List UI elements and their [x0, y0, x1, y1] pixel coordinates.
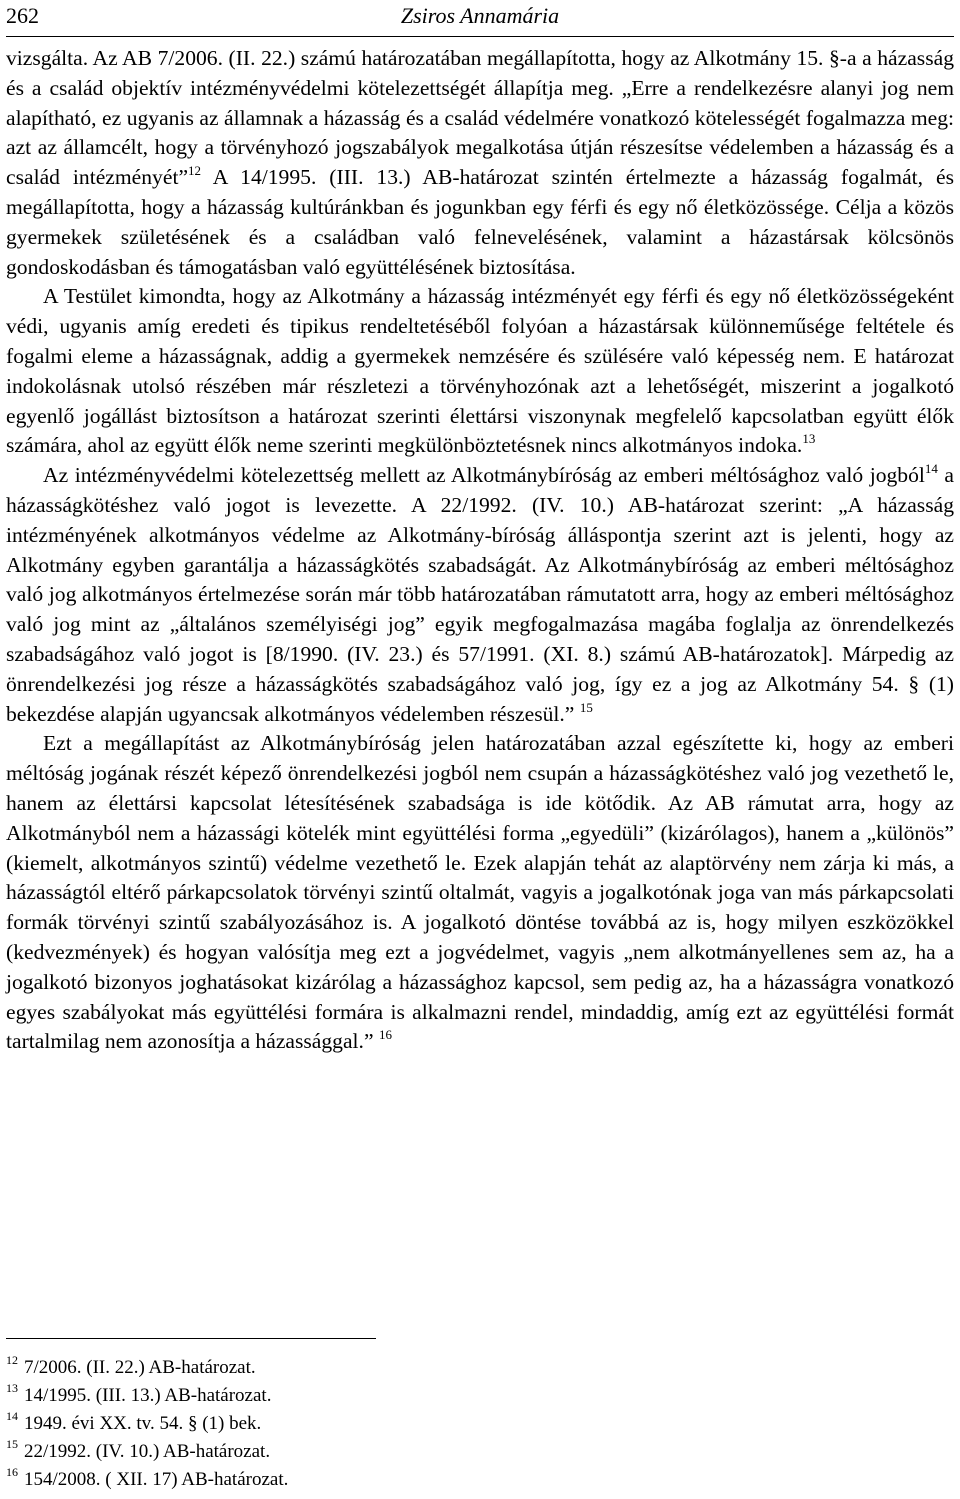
running-header — [6, 0, 954, 36]
paragraph-1-text-b: A 14/1995. (III. 13.) AB-határozat szintén értelmezte a házasság fogalmát, és megállapította, hogy a házasság kultúránkban és jogunkban egy férfi és egy nő életközössége. Célja a közös gyermekek születésének és a családban való felnevelésének, valamint a házastársak kölcsönös gondoskodásban és támogatásban való együttélésének biztosítása. — [6, 165, 954, 279]
paragraph-2 — [6, 282, 954, 461]
paragraph-3-text-a: Az intézményvédelmi kötelezettség mellett az Alkotmánybíróság az emberi méltósághoz való jogból — [43, 463, 925, 488]
paragraph-1 — [6, 44, 954, 282]
footnote-text: 7/2006. (II. 22.) AB-határozat. — [24, 1357, 256, 1378]
paragraph-2-text: A Testület kimondta, hogy az Alkotmány a házasság intézményét egy férfi és egy nő életközösségeként védi, ugyanis amíg eredeti és tipikus rendeltetéséből folyóan a házastársak különneműsége feltétele és fogalmi eleme a házasságnak, addig a gyermekek nemzésére és szülésére való képesség nem. E határozat indokolásnak utolsó részében már részletezi a törvényhozónak azt a lehetőségét, miszerint a jogalkotó egyenlő jogállást biztosítson a határozat szerinti élettársi viszonynak megfelelő kapcsolatban együtt élők számára, ahol az együtt élők neme szerinti megkülönböztetésnek nincs alkotmányos indoka. — [6, 284, 954, 458]
footnote-ref-16[interactable]: 16 — [378, 1027, 392, 1043]
footnote-ref-15[interactable]: 15 — [579, 699, 593, 715]
footnote-number: 16 — [6, 1465, 18, 1479]
footnote-number: 15 — [6, 1437, 18, 1451]
running-header-author: Zsiros Annamária — [400, 3, 560, 28]
footnote-ref-13[interactable]: 13 — [802, 431, 816, 447]
footnote-divider — [6, 1338, 376, 1339]
header-divider — [6, 36, 954, 37]
footnote-number: 14 — [6, 1409, 18, 1423]
footnote-text: 22/1992. (IV. 10.) AB-határozat. — [24, 1441, 271, 1462]
paragraph-4-text: Ezt a megállapítást az Alkotmánybíróság jelen határozatában azzal egészítette ki, hogy az emberi méltóság jogának részét képező önrendelkezési jogból nem csupán a házasságkötéshez való jog vezethető le, hanem az élettársi kapcsolat létesítésének szabadsága is ide kötődik. Az AB rámutat arra, hogy az Alkotmányból nem a házassági kötelék mint együttélési forma „egyedüli” (kizárólagos), hanem a „különös” (kiemelt, alkotmányos szintű) védelme vezethető le. Ezek alapján tehát az alaptörvény nem zárja ki más, a házasságtól eltérő párkapcsolatok törvényi szintű oltalmát, vagyis a jogalkotónak joga van más párkapcsolati formák törvényi szintű szabályozásához is. A jogalkotó döntése továbbá az is, hogy milyen eszközökkel (kedvezmények) és hogyan valósítja meg ezt a jogvédelmet, vagyis „nem alkotmányellenes sem az, ha a jogalkotó bizonyos joghatásokat kizárólag a házassághoz kapcsol, sem pedig az, ha a házasságra vonatkozó egyes szabályokat más együttélési formára is alkalmazni rendel, mindaddig, amíg ezt az együttélési formát tartalmilag nem azonosítja a házassággal.” — [6, 731, 954, 1054]
footnote-text: 14/1995. (III. 13.) AB-határozat. — [24, 1385, 272, 1406]
footnote-text: 154/2008. ( XII. 17) AB-határozat. — [24, 1469, 289, 1490]
footnote-16 — [6, 1466, 706, 1494]
footnote-14 — [6, 1410, 706, 1438]
footnote-15 — [6, 1438, 706, 1466]
paragraph-3 — [6, 461, 954, 729]
paragraph-1-text-a: vizsgálta. Az AB 7/2006. (II. 22.) számú határozatában megállapította, hogy az Alkotmány 15. §-a a házasság és a család objektív intézményvédelmi kötelezettségét állapítja meg. „Erre a rendelkezésre alanyi jog nem alapítható, ez ugyanis az államnak a házasság és a család védelmére vonatkozó kötelességét fogalmazza meg: azt az államcélt, hogy a törvényhozó jogszabályok megalkotása útján részesítse védelemben a házasság és a család intézményét” — [6, 46, 954, 190]
paragraph-3-text-b: a házasságkötéshez való jogot is levezette. A 22/1992. (IV. 10.) AB-határozat szerint: „A házasság intézményének alkotmányos védelme az Alkotmány-bíróság álláspontja szerint azt is jelenti, hogy az Alkotmány egyben garantálja a házasságkötés szabadságát. Az Alkotmánybíróság az emberi méltósághoz való jog alkotmányos értelmezése során már több határozatában rámutatott arra, hogy az emberi méltósághoz való jog mint az „általános személyiségi jog” egyik megfogalmazása magába foglalja az önrendelkezés szabadságához való jogot is [8/1990. (IV. 23.) és 57/1991. (XI. 8.) számú AB-határozatok]. Márpedig az önrendelkezési jog része a házasságkötés szabadságához való jog, így ez a jog az Alkotmány 54. § (1) bekezdése alapján ugyancsak alkotmányos védelemben részesül.” — [6, 463, 954, 726]
paragraph-4 — [6, 729, 954, 1057]
footnote-ref-14[interactable]: 14 — [924, 461, 938, 477]
footnote-text: 1949. évi XX. tv. 54. § (1) bek. — [24, 1413, 262, 1434]
footnote-number: 12 — [6, 1353, 18, 1367]
footnotes — [6, 1354, 706, 1494]
footnote-number: 13 — [6, 1381, 18, 1395]
body-text — [6, 44, 954, 1057]
footnote-ref-12[interactable]: 12 — [188, 163, 202, 179]
footnote-12 — [6, 1354, 706, 1382]
page-number: 262 — [6, 3, 39, 28]
footnote-13 — [6, 1382, 706, 1410]
